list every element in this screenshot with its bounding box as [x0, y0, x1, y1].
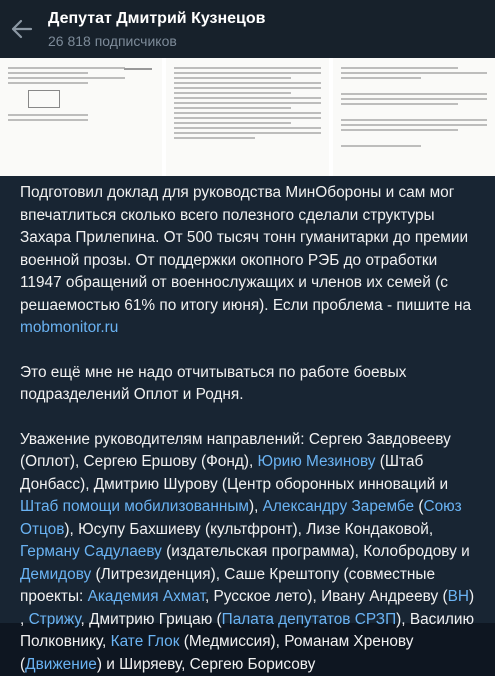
text-segment: , Дмитрию Грицаю (	[81, 611, 222, 628]
subscriber-count: 26 818 подписчиков	[48, 32, 265, 50]
mention-link[interactable]: Стрижу	[29, 611, 81, 628]
mention-link[interactable]: Движение	[25, 656, 97, 673]
channel-header	[0, 0, 495, 58]
paragraph-1: Подготовил доклад для руководства МинОбороны и сам мог впечатлиться сколько всего полезного сделали структуры Захара Прилепина. От 500 тысяч тонн гуманитарки до премии военной прозы. От поддержки окопного РЭБ до отработки 11947 обращений от военнослужащих и членов их семей (с решаемостью 61% по итогу июня). Если проблема - пишите на mobmonitor.ru	[20, 182, 481, 340]
text-segment: ), Юсупу Бахшиеву (культфронт), Лизе Кондаковой,	[64, 521, 433, 538]
mention-link[interactable]: Кате Глок	[111, 633, 180, 650]
text-segment: ), Василию Полковнику,	[20, 611, 474, 651]
channel-info[interactable]	[48, 9, 265, 50]
text-segment: ) ,	[20, 588, 474, 628]
text-segment: , Русское лето), Ивану Андрееву (	[205, 588, 448, 605]
text-segment: (	[414, 498, 423, 515]
document-photo-2[interactable]	[166, 58, 328, 176]
mention-link[interactable]: Александру Зарембе	[263, 498, 414, 515]
back-button[interactable]	[0, 0, 44, 58]
paragraph-3	[20, 429, 481, 676]
photo-album	[0, 58, 495, 176]
text-segment: (Литрезиденция), Саше Крештопу (совместные проекты:	[20, 566, 435, 606]
channel-title: Депутат Дмитрий Кузнецов	[48, 9, 265, 29]
text-segment: ),	[249, 498, 263, 515]
text-segment: Уважение руководителям направлений: Сергею Завдовееву (Оплот), Сергею Ершову (Фонд),	[20, 431, 451, 471]
mention-link[interactable]: Герману Садулаеву	[20, 543, 162, 560]
mention-link[interactable]: Демидову	[20, 566, 91, 583]
text-segment: (Медмиссия), Романам Хренову (	[20, 633, 413, 673]
text-segment: ) и Ширяеву, Сергею Борисову	[97, 656, 315, 673]
mention-link[interactable]: Союз Отцов	[20, 498, 462, 538]
mention-link[interactable]: ВН	[448, 588, 469, 605]
mention-link[interactable]: Юрию Мезинову	[258, 453, 376, 470]
document-photo-1[interactable]	[0, 58, 162, 176]
mention-link[interactable]: Палата депутатов СРЗП	[222, 611, 397, 628]
text-segment: (Штаб Донбасс), Дмитрию Шурову (Центр оборонных инноваций и	[20, 453, 448, 493]
arrow-left-icon	[12, 20, 32, 38]
mention-link[interactable]: Академия Ахмат	[88, 588, 205, 605]
text-segment: (издательская программа), Колобродову и	[162, 543, 470, 560]
post-text	[0, 176, 495, 623]
document-photo-3[interactable]	[333, 58, 495, 176]
mobmonitor-link[interactable]: mobmonitor.ru	[20, 319, 118, 336]
mention-link[interactable]: Штаб помощи мобилизованным	[20, 498, 249, 515]
paragraph-2: Это ещё мне не надо отчитываться по работе боевых подразделений Оплот и Родня.	[20, 362, 481, 407]
